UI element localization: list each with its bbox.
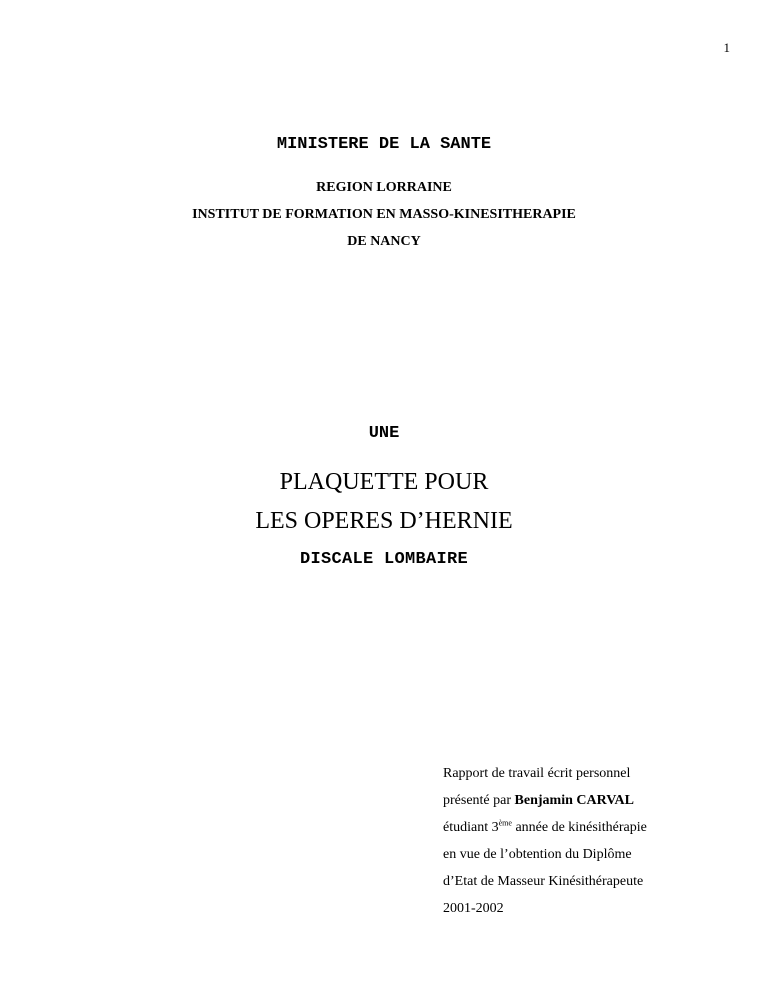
student-prefix: étudiant 3 <box>443 820 499 835</box>
report-line-4: en vue de l’obtention du Diplôme <box>443 847 632 862</box>
page-number: 1 <box>723 40 730 55</box>
report-year: 2001-2002 <box>443 901 504 916</box>
title-line-3: DISCALE LOMBAIRE <box>299 550 469 569</box>
report-line-2 <box>443 787 743 814</box>
report-block <box>443 760 743 922</box>
title-line-1: PLAQUETTE POUR <box>279 469 489 495</box>
ministry-heading: MINISTERE DE LA SANTE <box>276 135 492 154</box>
student-suffix: année de kinésithérapie <box>511 820 647 835</box>
region-heading: REGION LORRAINE <box>316 180 452 195</box>
student-ordinal-suffix: ème <box>498 818 512 828</box>
presented-by-label: présenté par <box>443 793 515 808</box>
title-line-2: LES OPERES D’HERNIE <box>255 508 513 534</box>
title-article: UNE <box>368 424 400 443</box>
institute-heading: INSTITUT DE FORMATION EN MASSO-KINESITHERAPIE <box>192 207 576 222</box>
author-name: Benjamin CARVAL <box>514 793 634 808</box>
city-heading: DE NANCY <box>347 234 421 249</box>
report-line-1: Rapport de travail écrit personnel <box>443 766 631 781</box>
report-line-5: d’Etat de Masseur Kinésithérapeute <box>443 874 644 889</box>
report-line-3 <box>443 814 743 841</box>
